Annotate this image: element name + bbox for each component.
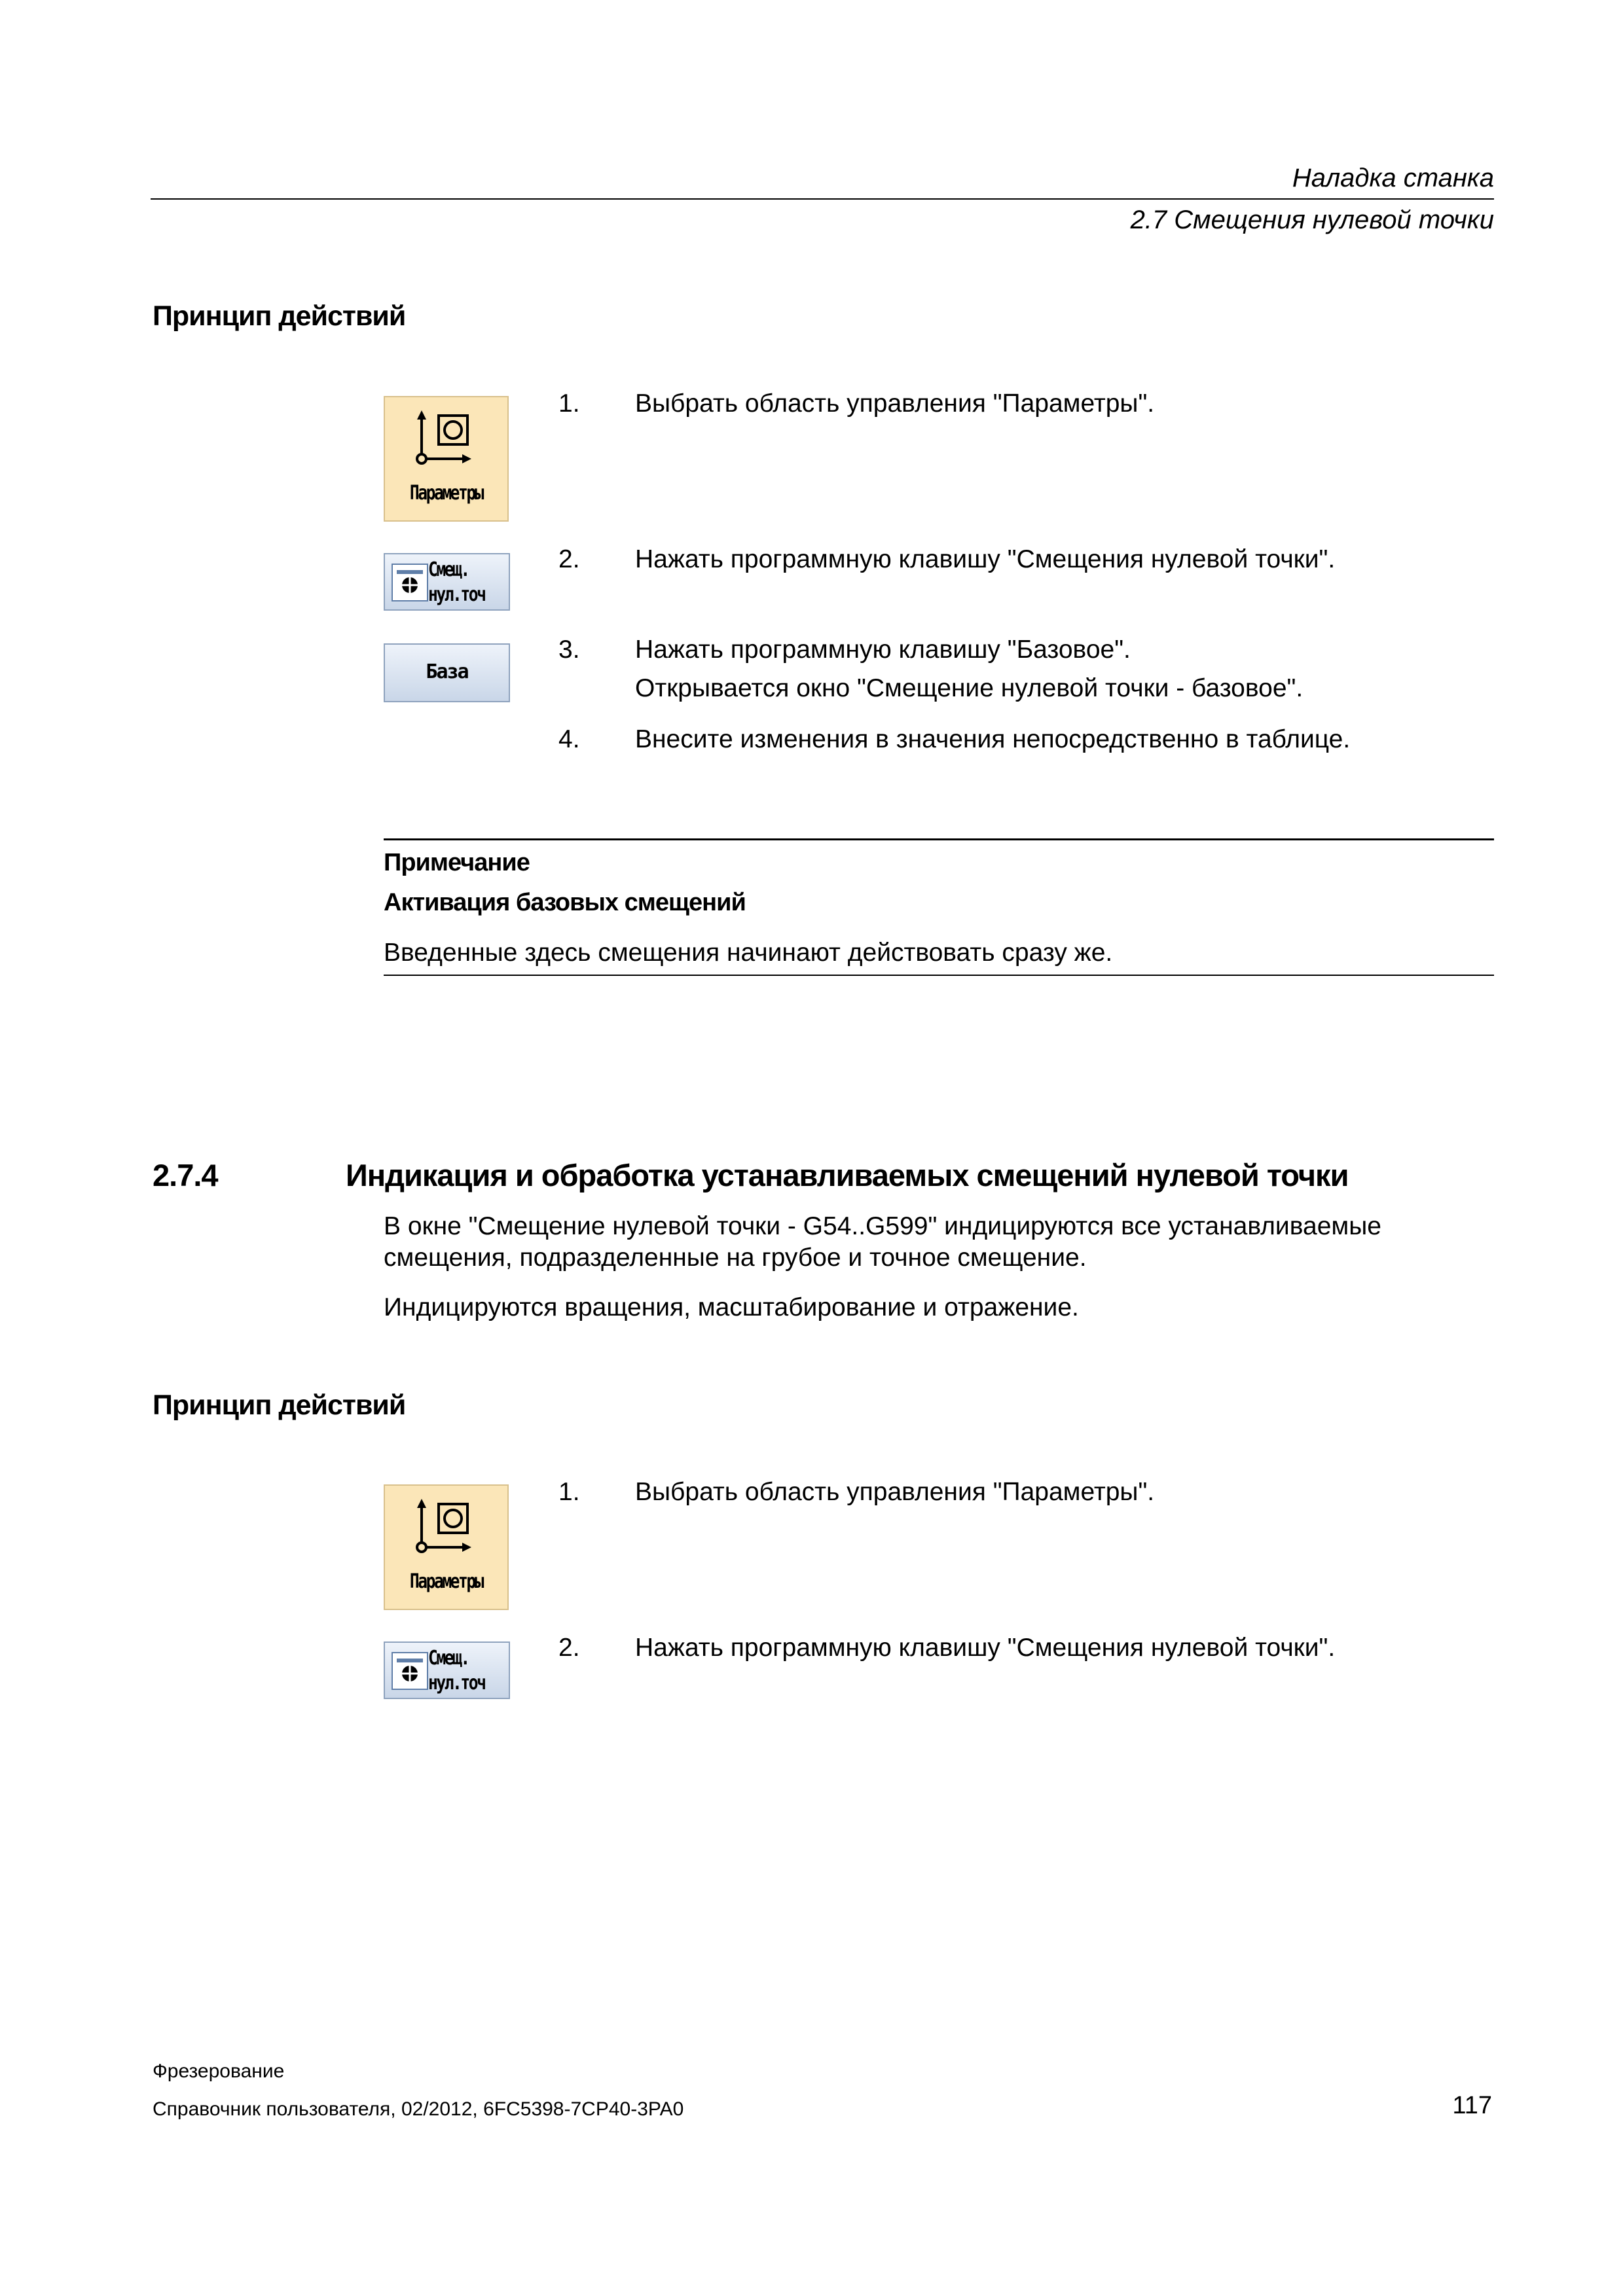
- step-number: 2.: [558, 545, 580, 573]
- running-header-chapter: Наладка станка: [1292, 164, 1494, 192]
- zero-offset-softkey[interactable]: [384, 1641, 510, 1699]
- subsection-number: 2.7.4: [153, 1158, 218, 1193]
- note-bottom-rule: [384, 975, 1494, 976]
- zero-offset-softkey-label-line1: Смещ.: [428, 558, 469, 581]
- paragraph-line: В окне "Смещение нулевой точки - G54..G599" индицируются все устанавливаемые: [384, 1212, 1381, 1240]
- step-text: Нажать программную клавишу "Смещения нулевой точки".: [635, 545, 1336, 573]
- paragraph-line: смещения, подразделенные на грубое и точное смещение.: [384, 1244, 1087, 1272]
- zero-offset-softkey-label-line2: нул.точ: [428, 583, 485, 606]
- paragraph: Индицируются вращения, масштабирование и отражение.: [384, 1293, 1079, 1321]
- note-top-rule: [384, 838, 1494, 840]
- note-text: Введенные здесь смещения начинают действовать сразу же.: [384, 939, 1113, 967]
- footer-product: Фрезерование: [153, 2060, 285, 2082]
- section-heading: Принцип действий: [153, 1390, 406, 1421]
- page-number: 117: [1452, 2092, 1492, 2119]
- step-text: Нажать программную клавишу "Смещения нулевой точки".: [635, 1634, 1336, 1662]
- zero-offset-icon: [392, 1652, 428, 1690]
- params-softkey[interactable]: [384, 1484, 509, 1610]
- subsection-title: Индикация и обработка устанавливаемых смещений нулевой точки: [346, 1158, 1349, 1193]
- step-number: 4.: [558, 725, 580, 753]
- step-text: Выбрать область управления "Параметры".: [635, 389, 1155, 418]
- step-text: Выбрать область управления "Параметры".: [635, 1478, 1155, 1506]
- zero-offset-softkey-label-line1: Смещ.: [428, 1647, 469, 1670]
- section-heading: Принцип действий: [153, 300, 406, 332]
- params-softkey-label: Параметры: [409, 1570, 483, 1593]
- axes-params-icon: [409, 1498, 481, 1556]
- step-text: Нажать программную клавишу "Базовое".: [635, 636, 1131, 664]
- base-softkey-label: База: [426, 660, 468, 683]
- axes-params-icon: [409, 409, 481, 468]
- zero-offset-softkey[interactable]: [384, 553, 510, 611]
- note-label: Примечание: [384, 849, 530, 876]
- step-number: 1.: [558, 1478, 580, 1506]
- base-softkey[interactable]: [384, 643, 510, 702]
- header-rule: [151, 198, 1494, 200]
- note-title: Активация базовых смещений: [384, 889, 746, 916]
- zero-offset-icon: [392, 564, 428, 601]
- footer-document-info: Справочник пользователя, 02/2012, 6FC5398-7CP40-3PA0: [153, 2098, 684, 2120]
- params-softkey-label: Параметры: [409, 482, 483, 505]
- running-header-section: 2.7 Смещения нулевой точки: [1130, 206, 1494, 234]
- step-text: Внесите изменения в значения непосредственно в таблице.: [635, 725, 1351, 753]
- params-softkey[interactable]: [384, 396, 509, 522]
- zero-offset-softkey-label-line2: нул.точ: [428, 1672, 485, 1695]
- step-number: 1.: [558, 389, 580, 418]
- step-number: 3.: [558, 636, 580, 664]
- step-number: 2.: [558, 1634, 580, 1662]
- step-result-text: Открывается окно "Смещение нулевой точки - базовое".: [635, 674, 1304, 702]
